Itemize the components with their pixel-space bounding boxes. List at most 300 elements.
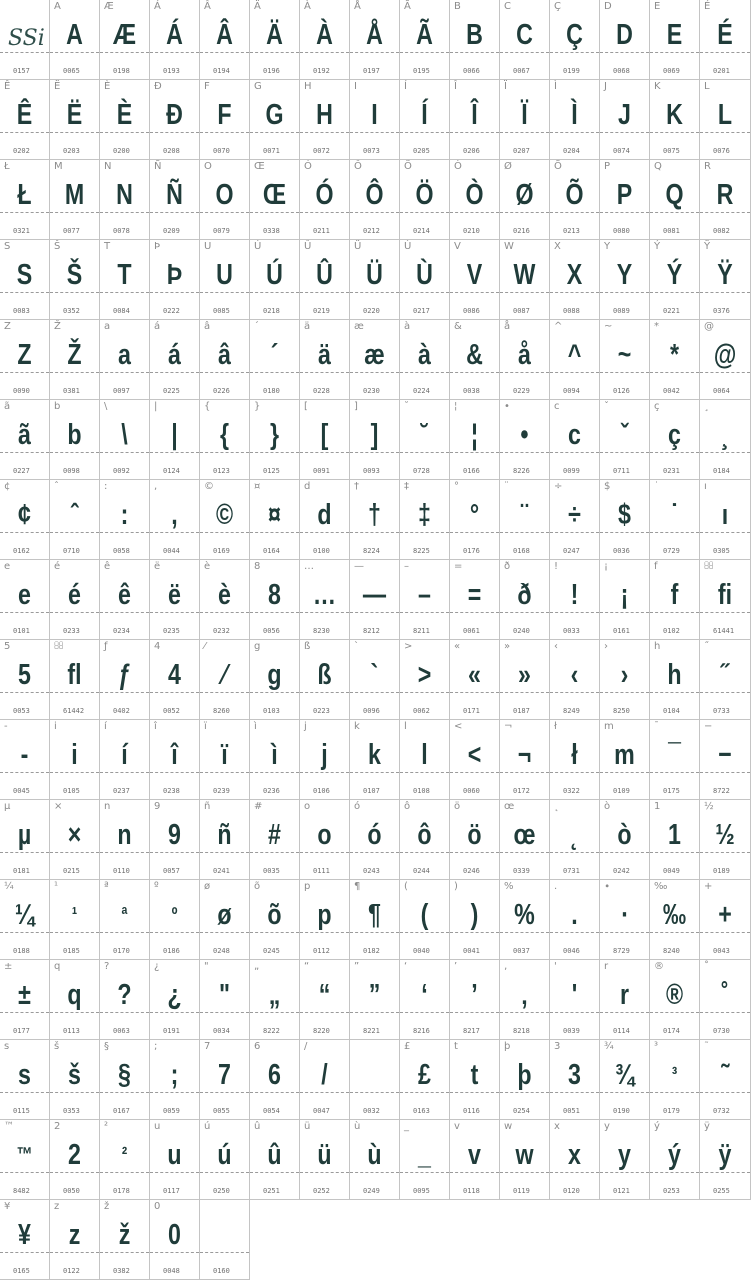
glyph-cell[interactable] bbox=[150, 160, 200, 240]
glyph-cell[interactable] bbox=[0, 800, 50, 880]
glyph-cell[interactable] bbox=[700, 560, 751, 640]
glyph-cell[interactable] bbox=[600, 880, 650, 960]
glyph-cell[interactable] bbox=[100, 560, 150, 640]
glyph-cell[interactable] bbox=[650, 720, 700, 800]
glyph-sample: Ý bbox=[666, 259, 683, 291]
glyph-cell[interactable] bbox=[50, 1200, 100, 1280]
glyph-cell[interactable] bbox=[650, 640, 700, 720]
glyph-cell[interactable] bbox=[600, 960, 650, 1040]
glyph-cell[interactable] bbox=[150, 320, 200, 400]
glyph-cell[interactable] bbox=[300, 800, 350, 880]
glyph-cell[interactable] bbox=[200, 80, 250, 160]
glyph-cell[interactable] bbox=[700, 800, 751, 880]
glyph-cell[interactable] bbox=[250, 480, 300, 560]
glyph-cell[interactable] bbox=[250, 960, 300, 1040]
glyph-cell[interactable] bbox=[250, 0, 300, 80]
glyph-cell[interactable] bbox=[700, 400, 751, 480]
glyph-code: 0114 bbox=[613, 1027, 630, 1035]
glyph-cell[interactable] bbox=[550, 480, 600, 560]
glyph-cell[interactable] bbox=[300, 720, 350, 800]
baseline-guide bbox=[500, 1012, 549, 1013]
glyph-cell[interactable] bbox=[350, 0, 400, 80]
glyph-cell[interactable] bbox=[400, 320, 450, 400]
glyph-cell[interactable] bbox=[0, 480, 50, 560]
glyph-label: Ñ bbox=[154, 161, 162, 172]
glyph-cell[interactable] bbox=[500, 320, 550, 400]
glyph-cell[interactable] bbox=[200, 1200, 250, 1280]
glyph-cell[interactable] bbox=[50, 480, 100, 560]
glyph-cell[interactable] bbox=[600, 640, 650, 720]
glyph-cell[interactable] bbox=[250, 400, 300, 480]
glyph-cell[interactable] bbox=[500, 800, 550, 880]
glyph-cell[interactable] bbox=[650, 480, 700, 560]
glyph-cell[interactable] bbox=[200, 320, 250, 400]
glyph-cell[interactable] bbox=[350, 1040, 400, 1120]
glyph-cell[interactable] bbox=[50, 80, 100, 160]
glyph-cell[interactable] bbox=[400, 880, 450, 960]
glyph-cell[interactable] bbox=[100, 640, 150, 720]
glyph-sample: í bbox=[121, 739, 128, 771]
glyph-cell[interactable] bbox=[0, 240, 50, 320]
glyph-cell[interactable] bbox=[300, 1040, 350, 1120]
glyph-cell[interactable] bbox=[300, 880, 350, 960]
baseline-guide bbox=[600, 1092, 649, 1093]
glyph-cell[interactable] bbox=[100, 880, 150, 960]
glyph-sample: Þ bbox=[166, 259, 183, 291]
glyph-cell[interactable] bbox=[50, 1120, 100, 1200]
glyph-cell[interactable] bbox=[500, 240, 550, 320]
glyph-sample: £ bbox=[418, 1059, 431, 1091]
glyph-cell[interactable] bbox=[700, 320, 751, 400]
glyph-cell[interactable] bbox=[600, 240, 650, 320]
glyph-label: ® bbox=[654, 961, 664, 972]
glyph-cell[interactable] bbox=[250, 320, 300, 400]
glyph-cell[interactable] bbox=[50, 400, 100, 480]
glyph-label: ò bbox=[604, 801, 611, 812]
glyph-sample: ê bbox=[118, 579, 131, 611]
glyph-cell[interactable] bbox=[400, 560, 450, 640]
baseline-guide bbox=[450, 772, 499, 773]
glyph-cell[interactable] bbox=[700, 720, 751, 800]
glyph-cell[interactable] bbox=[50, 1040, 100, 1120]
glyph-cell[interactable] bbox=[550, 560, 600, 640]
glyph-cell[interactable] bbox=[650, 400, 700, 480]
glyph-cell[interactable] bbox=[700, 80, 751, 160]
glyph-cell[interactable] bbox=[50, 880, 100, 960]
glyph-cell[interactable] bbox=[500, 0, 550, 80]
glyph-cell[interactable] bbox=[100, 1200, 150, 1280]
glyph-code: 61441 bbox=[713, 627, 735, 635]
glyph-cell[interactable] bbox=[150, 400, 200, 480]
glyph-cell[interactable] bbox=[500, 160, 550, 240]
baseline-guide bbox=[250, 1092, 299, 1093]
glyph-cell[interactable] bbox=[650, 1040, 700, 1120]
glyph-cell[interactable] bbox=[150, 800, 200, 880]
glyph-cell[interactable] bbox=[100, 160, 150, 240]
glyph-cell[interactable] bbox=[700, 1040, 751, 1120]
glyph-cell[interactable] bbox=[50, 800, 100, 880]
glyph-cell[interactable] bbox=[300, 400, 350, 480]
glyph-cell[interactable] bbox=[450, 1040, 500, 1120]
glyph-sample: Ø bbox=[515, 179, 534, 211]
glyph-cell[interactable] bbox=[700, 240, 751, 320]
glyph-cell[interactable] bbox=[50, 320, 100, 400]
glyph-cell[interactable] bbox=[350, 560, 400, 640]
glyph-code: 0105 bbox=[63, 787, 80, 795]
glyph-cell[interactable] bbox=[600, 80, 650, 160]
glyph-cell[interactable] bbox=[200, 0, 250, 80]
glyph-cell[interactable] bbox=[350, 640, 400, 720]
glyph-cell[interactable] bbox=[200, 1040, 250, 1120]
glyph-label: h bbox=[654, 641, 661, 652]
glyph-cell[interactable] bbox=[150, 1040, 200, 1120]
glyph-cell[interactable] bbox=[650, 160, 700, 240]
glyph-cell[interactable] bbox=[50, 160, 100, 240]
glyph-cell[interactable] bbox=[650, 880, 700, 960]
glyph-cell[interactable] bbox=[250, 640, 300, 720]
glyph-cell[interactable] bbox=[650, 560, 700, 640]
glyph-cell[interactable] bbox=[100, 800, 150, 880]
glyph-cell[interactable] bbox=[550, 240, 600, 320]
glyph-code: 0223 bbox=[313, 707, 330, 715]
glyph-cell[interactable] bbox=[450, 880, 500, 960]
glyph-cell[interactable] bbox=[350, 480, 400, 560]
glyph-cell[interactable] bbox=[350, 160, 400, 240]
glyph-cell[interactable] bbox=[100, 1040, 150, 1120]
glyph-code: 0084 bbox=[113, 307, 130, 315]
glyph-cell[interactable] bbox=[50, 720, 100, 800]
glyph-cell[interactable] bbox=[400, 960, 450, 1040]
glyph-cell[interactable] bbox=[500, 80, 550, 160]
glyph-code: 0217 bbox=[413, 307, 430, 315]
glyph-cell[interactable] bbox=[250, 720, 300, 800]
glyph-cell[interactable] bbox=[100, 240, 150, 320]
glyph-cell[interactable] bbox=[150, 880, 200, 960]
glyph-cell[interactable] bbox=[450, 480, 500, 560]
glyph-cell[interactable] bbox=[250, 1040, 300, 1120]
glyph-code: 0104 bbox=[663, 707, 680, 715]
glyph-cell[interactable] bbox=[200, 240, 250, 320]
glyph-cell[interactable] bbox=[350, 960, 400, 1040]
glyph-cell[interactable] bbox=[600, 160, 650, 240]
glyph-cell[interactable] bbox=[450, 0, 500, 80]
glyph-cell[interactable] bbox=[350, 320, 400, 400]
glyph-cell[interactable] bbox=[200, 480, 250, 560]
glyph-cell[interactable] bbox=[350, 80, 400, 160]
glyph-cell[interactable] bbox=[700, 880, 751, 960]
glyph-cell[interactable] bbox=[250, 240, 300, 320]
glyph-code: 0103 bbox=[263, 707, 280, 715]
glyph-cell[interactable] bbox=[550, 960, 600, 1040]
glyph-sample: T bbox=[117, 259, 132, 291]
glyph-cell[interactable] bbox=[200, 960, 250, 1040]
glyph-cell[interactable] bbox=[350, 800, 400, 880]
glyph-cell[interactable] bbox=[400, 400, 450, 480]
glyph-sample: w bbox=[515, 1139, 534, 1171]
glyph-cell[interactable] bbox=[400, 1120, 450, 1200]
glyph-code: 0209 bbox=[163, 227, 180, 235]
glyph-cell[interactable] bbox=[300, 320, 350, 400]
glyph-cell[interactable] bbox=[0, 0, 50, 80]
glyph-cell[interactable] bbox=[50, 640, 100, 720]
baseline-guide bbox=[0, 852, 49, 853]
glyph-cell[interactable] bbox=[100, 400, 150, 480]
baseline-guide bbox=[50, 532, 99, 533]
glyph-cell[interactable] bbox=[150, 960, 200, 1040]
glyph-cell[interactable] bbox=[650, 240, 700, 320]
glyph-cell[interactable] bbox=[600, 320, 650, 400]
glyph-cell[interactable] bbox=[350, 1120, 400, 1200]
glyph-cell[interactable] bbox=[700, 0, 751, 80]
glyph-cell[interactable] bbox=[300, 240, 350, 320]
glyph-cell[interactable] bbox=[150, 0, 200, 80]
glyph-cell[interactable] bbox=[400, 640, 450, 720]
glyph-cell[interactable] bbox=[50, 0, 100, 80]
glyph-cell[interactable] bbox=[550, 880, 600, 960]
glyph-cell[interactable] bbox=[650, 80, 700, 160]
glyph-code: 0213 bbox=[563, 227, 580, 235]
glyph-cell[interactable] bbox=[500, 1120, 550, 1200]
glyph-cell[interactable] bbox=[400, 80, 450, 160]
glyph-label: [ bbox=[304, 401, 308, 412]
glyph-cell[interactable] bbox=[150, 720, 200, 800]
glyph-cell[interactable] bbox=[350, 400, 400, 480]
glyph-cell[interactable] bbox=[100, 720, 150, 800]
glyph-cell[interactable] bbox=[400, 240, 450, 320]
glyph-code: 0064 bbox=[713, 387, 730, 395]
glyph-cell[interactable] bbox=[600, 400, 650, 480]
glyph-cell[interactable] bbox=[250, 880, 300, 960]
glyph-cell[interactable] bbox=[650, 800, 700, 880]
glyph-cell[interactable] bbox=[700, 1120, 751, 1200]
glyph-cell[interactable] bbox=[550, 720, 600, 800]
glyph-cell[interactable] bbox=[600, 560, 650, 640]
glyph-cell[interactable] bbox=[550, 400, 600, 480]
glyph-sample: a bbox=[118, 339, 131, 371]
glyph-cell[interactable] bbox=[350, 880, 400, 960]
glyph-label: * bbox=[654, 321, 659, 332]
baseline-guide bbox=[100, 1252, 149, 1253]
glyph-cell[interactable] bbox=[0, 1200, 50, 1280]
glyph-cell[interactable] bbox=[600, 800, 650, 880]
glyph-code: 0102 bbox=[663, 627, 680, 635]
glyph-cell[interactable] bbox=[600, 0, 650, 80]
glyph-cell[interactable] bbox=[550, 1120, 600, 1200]
glyph-cell[interactable] bbox=[200, 640, 250, 720]
glyph-cell[interactable] bbox=[650, 1120, 700, 1200]
glyph-sample: ¼ bbox=[14, 899, 35, 931]
baseline-guide bbox=[650, 532, 699, 533]
glyph-code: 0072 bbox=[313, 147, 330, 155]
baseline-guide bbox=[600, 852, 649, 853]
glyph-cell[interactable] bbox=[300, 160, 350, 240]
glyph-cell[interactable] bbox=[350, 240, 400, 320]
glyph-cell[interactable] bbox=[150, 240, 200, 320]
glyph-cell[interactable] bbox=[0, 320, 50, 400]
glyph-label: n bbox=[104, 801, 111, 812]
glyph-label: ¼ bbox=[4, 881, 14, 892]
glyph-cell[interactable] bbox=[0, 960, 50, 1040]
glyph-sample: ¨ bbox=[520, 499, 529, 531]
glyph-cell[interactable] bbox=[400, 0, 450, 80]
glyph-cell[interactable] bbox=[200, 800, 250, 880]
glyph-label: ! bbox=[554, 561, 559, 572]
glyph-sample: ° bbox=[469, 499, 480, 531]
glyph-cell[interactable] bbox=[0, 400, 50, 480]
glyph-cell[interactable] bbox=[400, 720, 450, 800]
glyph-cell[interactable] bbox=[50, 560, 100, 640]
glyph-cell[interactable] bbox=[150, 480, 200, 560]
glyph-cell[interactable] bbox=[500, 560, 550, 640]
glyph-cell[interactable] bbox=[250, 160, 300, 240]
glyph-cell[interactable] bbox=[100, 80, 150, 160]
glyph-cell[interactable] bbox=[350, 720, 400, 800]
glyph-cell[interactable] bbox=[0, 880, 50, 960]
baseline-guide bbox=[200, 1252, 249, 1253]
glyph-sample: Ö bbox=[415, 179, 434, 211]
glyph-cell[interactable] bbox=[200, 720, 250, 800]
glyph-cell[interactable] bbox=[0, 1120, 50, 1200]
glyph-cell[interactable] bbox=[550, 320, 600, 400]
glyph-cell[interactable] bbox=[300, 560, 350, 640]
glyph-cell[interactable] bbox=[600, 1040, 650, 1120]
glyph-cell[interactable] bbox=[550, 800, 600, 880]
glyph-cell[interactable] bbox=[400, 160, 450, 240]
baseline-guide bbox=[650, 372, 699, 373]
glyph-cell[interactable] bbox=[550, 80, 600, 160]
glyph-cell[interactable] bbox=[450, 160, 500, 240]
glyph-cell[interactable] bbox=[150, 560, 200, 640]
glyph-sample: ł bbox=[571, 739, 578, 771]
glyph-cell[interactable] bbox=[700, 480, 751, 560]
glyph-sample: " bbox=[219, 979, 230, 1011]
glyph-cell[interactable] bbox=[450, 640, 500, 720]
glyph-cell[interactable] bbox=[650, 0, 700, 80]
glyph-cell[interactable] bbox=[200, 560, 250, 640]
glyph-cell[interactable] bbox=[500, 1040, 550, 1120]
glyph-code: 0222 bbox=[163, 307, 180, 315]
glyph-cell[interactable] bbox=[400, 480, 450, 560]
glyph-cell[interactable] bbox=[550, 640, 600, 720]
glyph-sample: N bbox=[116, 179, 133, 211]
glyph-cell[interactable] bbox=[700, 160, 751, 240]
glyph-cell[interactable] bbox=[550, 160, 600, 240]
glyph-cell[interactable] bbox=[550, 1040, 600, 1120]
glyph-cell[interactable] bbox=[650, 320, 700, 400]
glyph-cell[interactable] bbox=[0, 560, 50, 640]
glyph-cell[interactable] bbox=[200, 400, 250, 480]
glyph-cell[interactable] bbox=[500, 640, 550, 720]
glyph-cell[interactable] bbox=[300, 480, 350, 560]
glyph-code: 0226 bbox=[213, 387, 230, 395]
baseline-guide bbox=[100, 1092, 149, 1093]
glyph-cell[interactable] bbox=[600, 1120, 650, 1200]
glyph-cell[interactable] bbox=[100, 480, 150, 560]
glyph-cell[interactable] bbox=[700, 640, 751, 720]
glyph-cell[interactable] bbox=[100, 0, 150, 80]
glyph-code: 0382 bbox=[113, 1267, 130, 1275]
glyph-cell[interactable] bbox=[0, 1040, 50, 1120]
glyph-label: _ bbox=[404, 1121, 409, 1132]
glyph-cell[interactable] bbox=[150, 1120, 200, 1200]
baseline-guide bbox=[450, 52, 499, 53]
glyph-cell[interactable] bbox=[400, 1040, 450, 1120]
glyph-cell[interactable] bbox=[600, 480, 650, 560]
glyph-cell[interactable] bbox=[500, 480, 550, 560]
glyph-cell[interactable] bbox=[200, 1120, 250, 1200]
glyph-cell[interactable] bbox=[600, 720, 650, 800]
glyph-cell[interactable] bbox=[250, 1120, 300, 1200]
glyph-cell[interactable] bbox=[300, 640, 350, 720]
glyph-cell[interactable] bbox=[500, 960, 550, 1040]
glyph-cell[interactable] bbox=[250, 80, 300, 160]
glyph-cell[interactable] bbox=[0, 160, 50, 240]
glyph-cell[interactable] bbox=[450, 800, 500, 880]
glyph-cell[interactable] bbox=[100, 320, 150, 400]
glyph-cell[interactable] bbox=[450, 240, 500, 320]
glyph-code: 0321 bbox=[13, 227, 30, 235]
glyph-cell[interactable] bbox=[300, 80, 350, 160]
glyph-cell[interactable] bbox=[250, 560, 300, 640]
glyph-cell[interactable] bbox=[300, 960, 350, 1040]
glyph-cell[interactable] bbox=[450, 720, 500, 800]
baseline-guide bbox=[550, 932, 599, 933]
glyph-cell[interactable] bbox=[700, 960, 751, 1040]
glyph-cell[interactable] bbox=[300, 0, 350, 80]
glyph-cell[interactable] bbox=[650, 960, 700, 1040]
glyph-cell[interactable] bbox=[400, 800, 450, 880]
glyph-cell[interactable] bbox=[0, 80, 50, 160]
glyph-sample: D bbox=[616, 19, 633, 51]
glyph-cell[interactable] bbox=[450, 960, 500, 1040]
glyph-cell[interactable] bbox=[250, 800, 300, 880]
glyph-cell[interactable] bbox=[450, 1120, 500, 1200]
glyph-label: › bbox=[604, 641, 608, 652]
glyph-code: 0111 bbox=[313, 867, 330, 875]
glyph-cell[interactable] bbox=[0, 720, 50, 800]
glyph-cell[interactable] bbox=[100, 1120, 150, 1200]
glyph-cell[interactable] bbox=[200, 160, 250, 240]
glyph-cell[interactable] bbox=[300, 1120, 350, 1200]
glyph-code: 0251 bbox=[263, 1187, 280, 1195]
glyph-cell[interactable] bbox=[0, 640, 50, 720]
glyph-cell[interactable] bbox=[450, 560, 500, 640]
glyph-cell[interactable] bbox=[200, 880, 250, 960]
glyph-cell[interactable] bbox=[150, 80, 200, 160]
glyph-cell[interactable] bbox=[550, 0, 600, 80]
glyph-cell[interactable] bbox=[100, 960, 150, 1040]
glyph-cell[interactable] bbox=[450, 320, 500, 400]
baseline-guide bbox=[500, 292, 549, 293]
glyph-label: ½ bbox=[704, 801, 714, 812]
glyph-code: 0232 bbox=[213, 627, 230, 635]
glyph-code: 0096 bbox=[363, 707, 380, 715]
glyph-cell[interactable] bbox=[150, 1200, 200, 1280]
glyph-cell[interactable] bbox=[450, 80, 500, 160]
glyph-cell[interactable] bbox=[50, 240, 100, 320]
glyph-label: ⁄ bbox=[204, 641, 206, 652]
glyph-cell[interactable] bbox=[450, 400, 500, 480]
glyph-code: 0182 bbox=[363, 947, 380, 955]
glyph-cell[interactable] bbox=[500, 400, 550, 480]
glyph-cell[interactable] bbox=[50, 960, 100, 1040]
glyph-cell[interactable] bbox=[500, 720, 550, 800]
glyph-sample: f bbox=[670, 579, 679, 611]
glyph-cell[interactable] bbox=[150, 640, 200, 720]
glyph-code: 0208 bbox=[163, 147, 180, 155]
glyph-cell[interactable] bbox=[500, 880, 550, 960]
glyph-sample: m bbox=[614, 739, 635, 771]
